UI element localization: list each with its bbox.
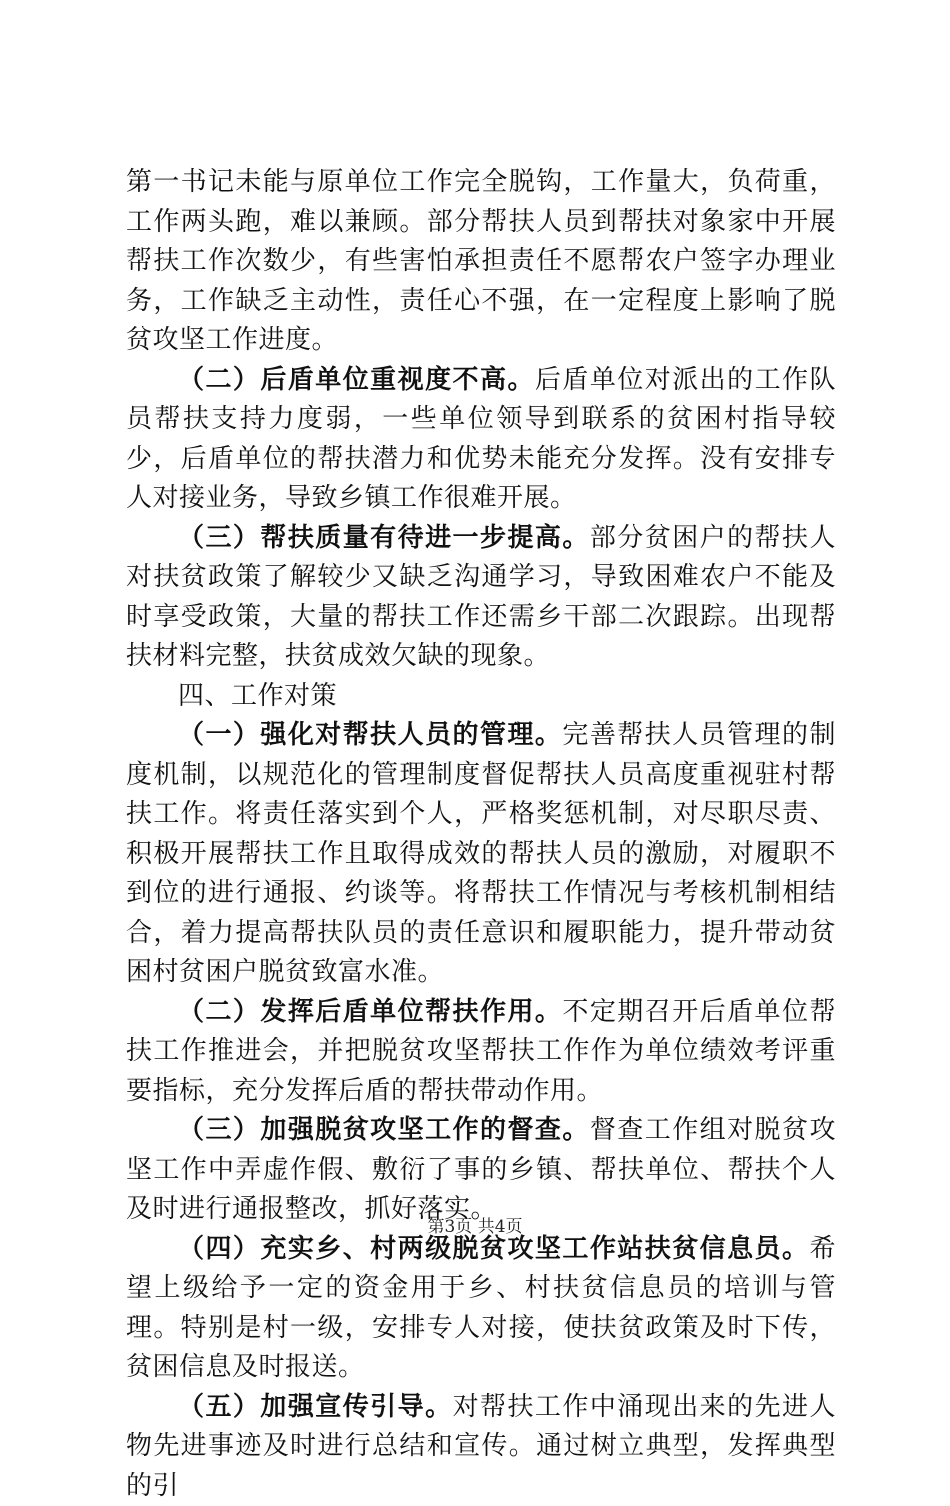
page-number: 第3页 共4页 [427,1217,522,1237]
document-body [126,163,836,1506]
section-heading [126,677,836,717]
paragraph-5 [126,716,836,993]
paragraph-lead: （二）发挥后盾单位帮扶作用。 [178,997,562,1027]
paragraph-6 [126,993,836,1112]
paragraph-body: 部分贫困户的帮扶人对扶贫政策了解较少又缺乏沟通学习，导致困难农户不能及时享受政策，大量的帮扶工作还需乡干部二次跟踪。出现帮扶材料完整，扶贫成效欠缺的现象。 [126,523,836,672]
paragraph-lead: （五）加强宣传引导。 [178,1392,453,1422]
paragraph-3 [126,519,836,677]
paragraph-1 [126,163,836,361]
paragraph-lead: （二）后盾单位重视度不高。 [178,365,535,395]
paragraph-7 [126,1111,836,1230]
paragraph-body: 完善帮扶人员管理的制度机制，以规范化的管理制度督促帮扶人员高度重视驻村帮扶工作。将责任落实到个人，严格奖惩机制，对尽职尽责、积极开展帮扶工作且取得成效的帮扶人员的激励，对履职不到位的进行通报、约谈等。将帮扶工作情况与考核机制相结合，着力提高帮扶队员的责任意识和履职能力，提升带动贫困村贫困户脱贫致富水准。 [126,720,836,987]
paragraph-body: 第一书记未能与原单位工作完全脱钩，工作量大，负荷重，工作两头跑，难以兼顾。部分帮扶人员到帮扶对象家中开展帮扶工作次数少，有些害怕承担责任不愿帮农户签字办理业务，工作缺乏主动性，责任心不强，在一定程度上影响了脱贫攻坚工作进度。 [126,167,836,355]
paragraph-lead: （三）帮扶质量有待进一步提高。 [178,523,590,553]
paragraph-lead: （三）加强脱贫攻坚工作的督查。 [178,1115,590,1145]
paragraph-body: 对帮扶工作中涌现出来的先进人物先进事迹及时进行总结和宣传。通过树立典型，发挥典型的引 [126,1392,836,1501]
paragraph-body: 督查工作组对脱贫攻坚工作中弄虚作假、敷衍了事的乡镇、帮扶单位、帮扶个人及时进行通报整改，抓好落实。 [126,1115,836,1224]
paragraph-lead: （一）强化对帮扶人员的管理。 [178,720,562,750]
paragraph-9 [126,1388,836,1506]
paragraph-body: 希望上级给予一定的资金用于乡、村扶贫信息员的培训与管理。特别是村一级，安排专人对接，使扶贫政策及时下传，贫困信息及时报送。 [126,1234,836,1383]
paragraph-body: 后盾单位对派出的工作队员帮扶支持力度弱，一些单位领导到联系的贫困村指导较少，后盾单位的帮扶潜力和优势未能充分发挥。没有安排专人对接业务，导致乡镇工作很难开展。 [126,365,836,514]
page-footer [0,1215,950,1239]
paragraph-lead: （四）充实乡、村两级脱贫攻坚工作站扶贫信息员。 [178,1234,809,1264]
paragraph-body: 不定期召开后盾单位帮扶工作推进会，并把脱贫攻坚帮扶工作作为单位绩效考评重要指标，充分发挥后盾的帮扶带动作用。 [126,997,836,1106]
paragraph-8 [126,1230,836,1388]
section-heading-text: 四、工作对策 [178,681,337,711]
paragraph-2 [126,361,836,519]
